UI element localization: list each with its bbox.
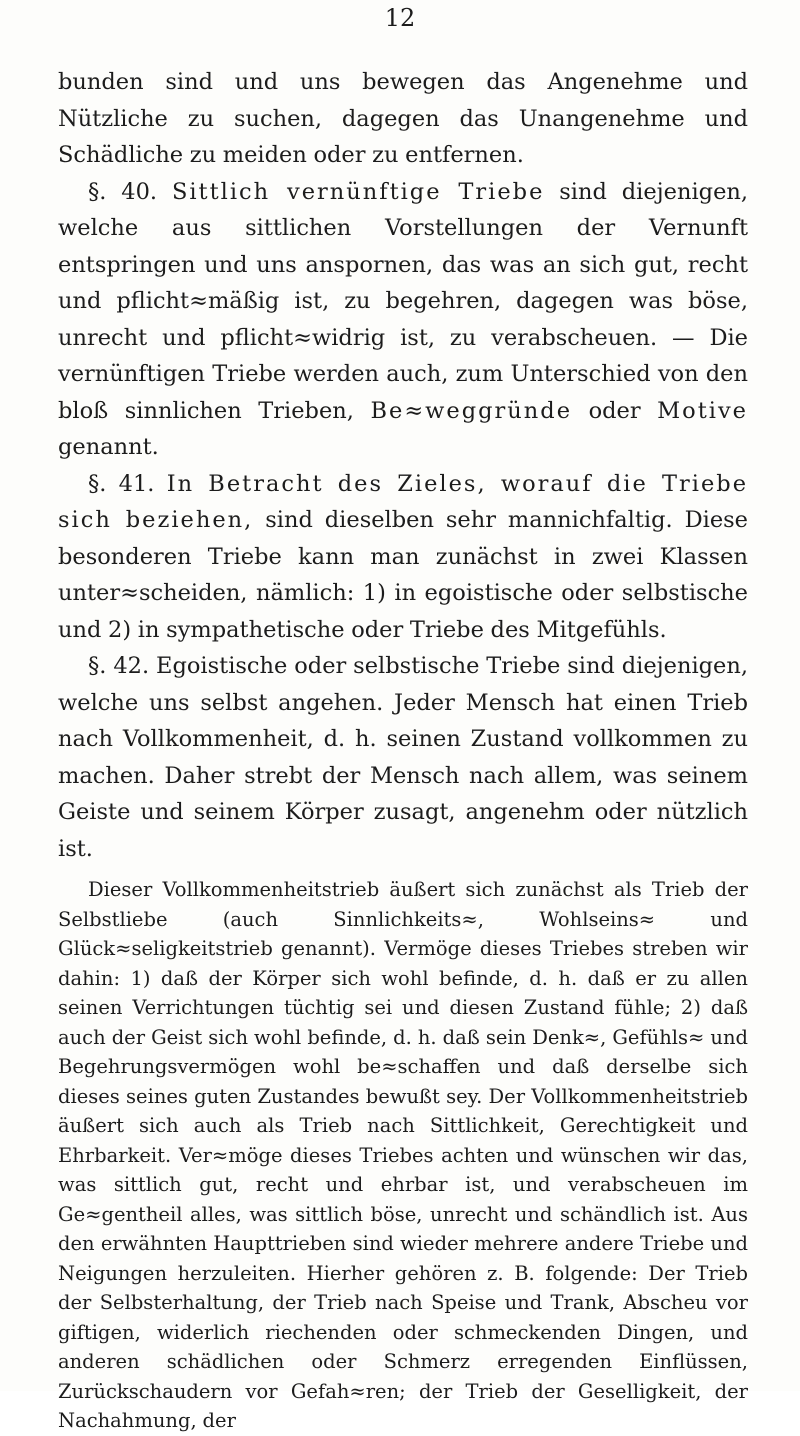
- paragraph-note-small-print: [58, 875, 748, 1436]
- paragraph-section-41: [58, 466, 748, 649]
- section-heading: In Betracht des Zieles, worauf die Triebe sich beziehen,: [58, 470, 749, 533]
- paragraph-section-40: [58, 174, 748, 466]
- paragraph-text: genannt.: [58, 434, 159, 460]
- term-motive: Motive: [657, 397, 748, 424]
- section-heading: Sittlich vernünftige Triebe: [171, 178, 545, 205]
- body-text: [58, 64, 748, 1436]
- paragraph-text: bunden sind und uns bewegen das Angenehme und Nützliche zu suchen, dagegen das Unangenehme und Schädliche zu meiden oder zu entfernen.: [58, 69, 748, 168]
- paragraph-text: sind dieselben sehr mannichfaltig. Diese besonderen Triebe kann man zunächst in zwei Klassen unter≈scheiden, nämlich: 1) in egoistische oder selbstische und 2) in sympathetische oder Triebe des Mitgefühls.: [58, 507, 748, 643]
- paragraph-continuation: [58, 64, 748, 174]
- paragraph-gap: [58, 867, 748, 875]
- section-number: §. 40.: [88, 178, 158, 205]
- paragraph-text: Egoistische oder selbstische Triebe sind diejenigen, welche uns selbst angehen. Jeder Mensch hat einen Trieb nach Vollkommenheit, d. h. seinen Zustand vollkommen zu machen. Daher strebt der Mensch nach allem, was seinem Geiste und seinem Körper zusagt, angenehm oder nützlich ist.: [58, 653, 748, 862]
- section-number: §. 41.: [88, 470, 155, 497]
- paragraph-text: sind diejenigen, welche aus sittlichen Vorstellungen der Vernunft entspringen und uns anspornen, das was an sich gut, recht und pflicht≈mäßig ist, zu begehren, dagegen was böse, unrecht und pflicht≈widrig ist, zu verabscheuen. — Die vernünftigen Triebe werden auch, zum Unterschied von den bloß sinnlichen Trieben,: [58, 178, 749, 424]
- term-beweggruende: Be≈weggründe: [370, 397, 573, 424]
- page-number: 12: [384, 4, 416, 32]
- paragraph-text: Dieser Vollkommenheitstrieb äußert sich zunächst als Trieb der Selbstliebe (auch Sinnlichkeits≈, Wohlseins≈ und Glück≈seligkeitstrieb genannt). Vermöge dieses Triebes streben wir dahin: 1) daß der Körper sich wohl befinde, d. h. daß er zu allen seinen Verrichtungen tüchtig sei und diesen Zustand fühle; 2) daß auch der Geist sich wohl befinde, d. h. daß sein Denk≈, Gefühls≈ und Begehrungsvermögen wohl be≈schaffen und daß derselbe sich dieses seines guten Zustandes bewußt sey. Der Vollkommenheitstrieb äußert sich auch als Trieb nach Sittlichkeit, Gerechtigkeit und Ehrbarkeit. Ver≈möge dieses Triebes achten und wünschen wir das, was sittlich gut, recht und ehrbar ist, und verabscheuen im Ge≈gentheil alles, was sittlich böse, unrecht und schändlich ist. Aus den erwähnten Haupttrieben sind wieder mehrere andere Triebe und Neigungen herzuleiten. Hierher gehören z. B. folgende: Der Trieb der Selbsterhaltung, der Trieb nach Speise und Trank, Abscheu vor giftigen, widerlich riechenden oder schmeckenden Dingen, und anderen schädlichen oder Schmerz erregenden Einflüssen, Zurückschaudern vor Gefah≈ren; der Trieb der Geselligkeit, der Nachahmung, der: [58, 878, 748, 1432]
- paragraph-section-42: [58, 648, 748, 867]
- section-number: §. 42.: [88, 653, 150, 679]
- paragraph-text: oder: [588, 397, 641, 424]
